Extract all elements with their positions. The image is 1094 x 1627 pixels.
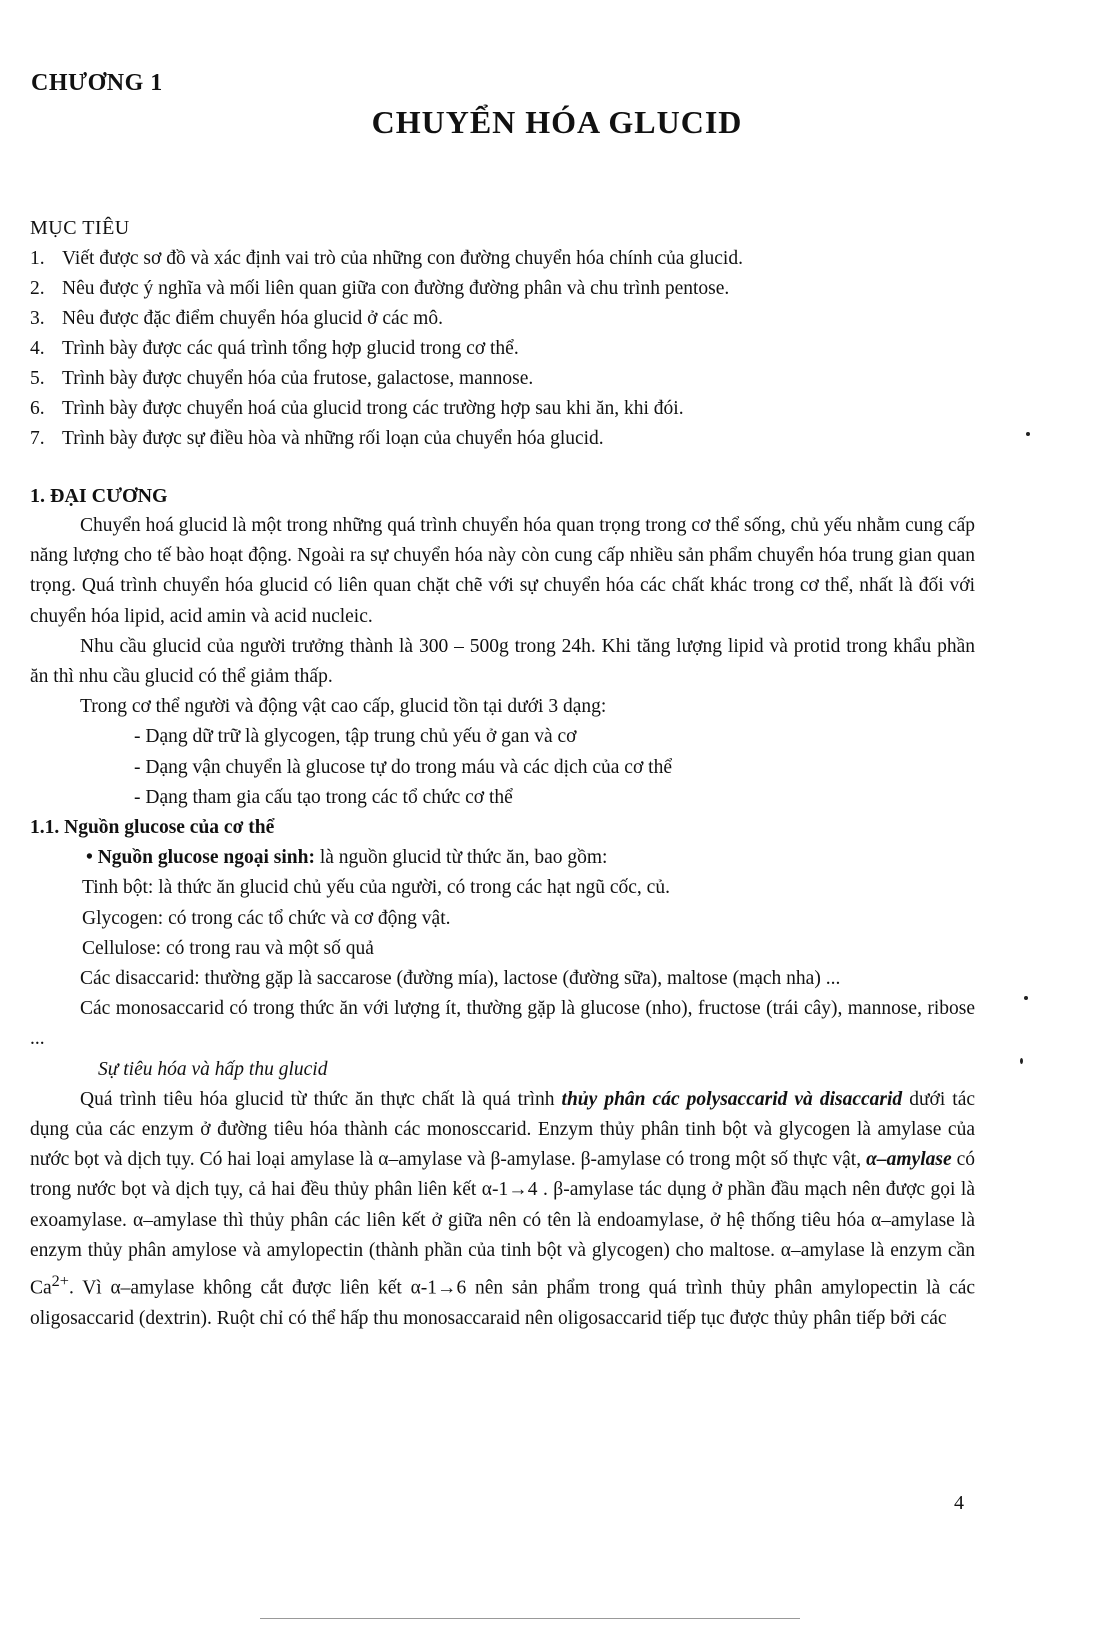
objectives-list [30,244,975,454]
hydrolysis-emphasis: thủy phân các polysaccarid và disaccarid [561,1088,903,1110]
subsection-heading-glucose-sources: 1.1. Nguồn glucose của cơ thể [30,817,275,839]
list-item: 5. Trình bày được chuyển hóa của frutose, galactose, mannose. [30,368,534,389]
glucid-form-item: - Dạng tham gia cấu tạo trong các tổ chức cơ thể [134,786,513,808]
starch-definition: Tinh bột: là thức ăn glucid chủ yếu của người, có trong các hạt ngũ cốc, củ. [82,877,670,899]
glucid-form-item: - Dạng vận chuyển là glucose tự do trong máu và các dịch của cơ thể [134,756,672,778]
page-number: 4 [954,1492,964,1514]
overview-paragraph-1: Chuyển hoá glucid là một trong những quá trình chuyển hóa quan trọng trong cơ thể sống, chủ yếu nhằm cung cấp năng lượng cho tế bào hoạt động. Ngoài ra sự chuyển hóa này còn cung cấp nhiều sản phẩm chuyển hóa trung gian quan trọng. Quá trình chuyển hóa glucid có liên quan chặt chẽ với sự chuyển hóa các chất khác trong cơ thể, nhất là đối với chuyển hóa lipid, acid amin và acid nucleic. [30,515,975,627]
digestion-paragraph: Quá trình tiêu hóa glucid từ thức ăn thực chất là quá trình thủy phân các polysaccarid và disaccarid dưới tác dụng của các enzym ở đường tiêu hóa thành các monosccarid. Enzym thủy phân tinh bột và glycogen là amylase của nước bọt và dịch tụy. Có hai loại amylase là α–amylase và β-amylase. β-amylase có trong một số thực vật, α–amylase có trong nước bọt và dịch tụy, cả hai đều thủy phân liên kết α-1→4 . β-amylase tác dụng ở phần đầu mạch nên được gọi là exoamylase. α–amylase thì thủy phân các liên kết ở giữa nên có tên là endoamylase, ở hệ thống tiêu hóa α–amylase là enzym thủy phân amylose và amylopectin (thành phần của tinh bột và glycogen) cho maltose. α–amylase là enzym cần $Ca^{2+}$. Vì α–amylase không cắt được liên kết α-1→6 nên sản phẩm trong quá trình thủy phân amylopectin là các oligosaccarid (dextrin). Ruột chỉ có thể hấp thu monosaccaraid nên oligosaccarid tiếp tục được thủy phân tiếp bởi các [30,1088,976,1329]
monosaccharides-paragraph: Các monosaccarid có trong thức ăn với lượng ít, thường gặp là glucose (nho), fructose (trái cây), mannose, ribose ... [30,998,975,1050]
section-heading-overview: 1. ĐẠI CƯƠNG [30,485,168,507]
objectives-heading: MỤC TIÊU [30,217,130,239]
bottom-rule [260,1618,800,1619]
digestion-heading: Sự tiêu hóa và hấp thu glucid [98,1058,328,1080]
list-item: 2. Nêu được ý nghĩa và mối liên quan giữa con đường đường phân và chu trình pentose. [30,278,730,299]
glycogen-definition: Glycogen: có trong các tổ chức và cơ động vật. [82,907,451,929]
overview-paragraph-3: Trong cơ thể người và động vật cao cấp, glucid tồn tại dưới 3 dạng: [80,696,607,718]
page-content [30,214,975,1334]
exogenous-source-line: • Nguồn glucose ngoại sinh: là nguồn glucid từ thức ăn, bao gồm: [86,847,608,869]
list-item: 1. Viết được sơ đồ và xác định vai trò của những con đường chuyển hóa chính của glucid. [30,248,743,269]
scan-speck [1020,1058,1023,1064]
list-item: 3. Nêu được đặc điểm chuyển hóa glucid ở các mô. [30,308,443,329]
list-item: 4. Trình bày được các quá trình tổng hợp glucid trong cơ thể. [30,338,519,359]
list-item: 6. Trình bày được chuyển hoá của glucid trong các trường hợp sau khi ăn, khi đói. [30,398,684,419]
cellulose-definition: Cellulose: có trong rau và một số quả [82,937,374,959]
list-item: 7. Trình bày được sự điều hòa và những rối loạn của chuyển hóa glucid. [30,428,604,449]
chapter-label: CHƯƠNG 1 [31,70,163,96]
alpha-amylase-emphasis: α–amylase [866,1149,952,1171]
glucid-form-item: - Dạng dữ trữ là glycogen, tập trung chủ yếu ở gan và cơ [134,726,577,748]
scan-speck [1024,996,1028,1000]
calcium-charge: 2+ [51,1272,69,1291]
exogenous-source-label: • Nguồn glucose ngoại sinh: [86,847,315,869]
scan-speck [1026,432,1030,436]
chapter-title: CHUYỂN HÓA GLUCID [371,104,743,140]
disaccharides-paragraph: Các disaccarid: thường gặp là saccarose (đường mía), lactose (đường sữa), maltose (mạch nha) ... [80,968,841,990]
overview-paragraph-2: Nhu cầu glucid của người trưởng thành là 300 – 500g trong 24h. Khi tăng lượng lipid và protid trong khẩu phần ăn thì nhu cầu glucid có thể giảm thấp. [30,635,975,688]
